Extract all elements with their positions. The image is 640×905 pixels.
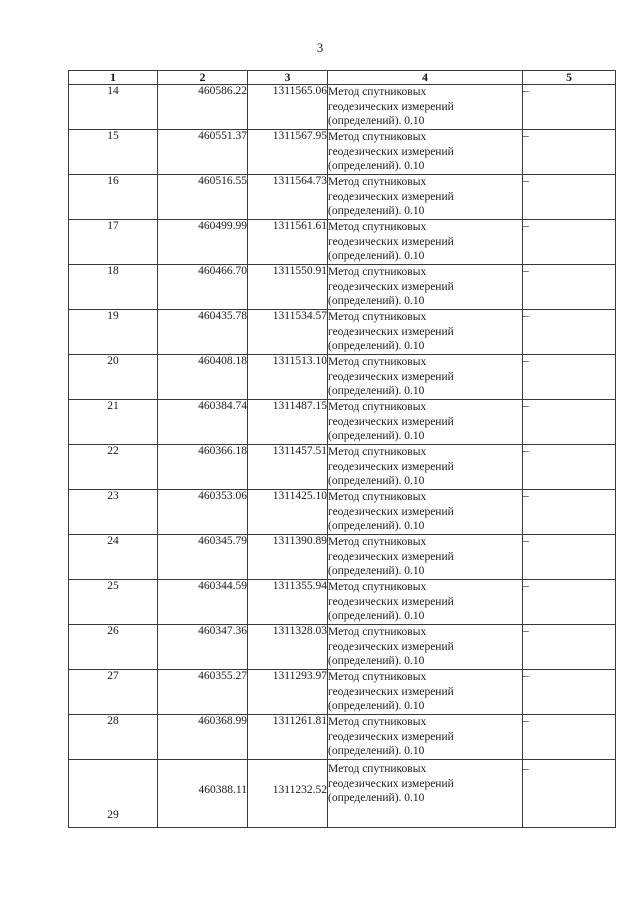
x-coordinate-cell: 460355.27 <box>158 670 248 715</box>
table-row <box>69 490 616 535</box>
method-line: геодезических измерений <box>328 190 454 203</box>
note-cell: – <box>523 715 616 760</box>
y-coordinate-cell: 1311534.57 <box>248 310 328 355</box>
method-line: Метод спутниковых <box>328 671 427 683</box>
note-cell: – <box>523 85 616 130</box>
page-number: 3 <box>316 40 324 55</box>
method-line: Метод спутниковых <box>328 221 427 233</box>
method-line: (определений). 0.10 <box>328 565 425 577</box>
method-line: (определений). 0.10 <box>328 115 425 127</box>
y-coordinate-cell: 1311513.10 <box>248 355 328 400</box>
note-cell: – <box>523 310 616 355</box>
x-coordinate-cell: 460408.18 <box>158 355 248 400</box>
point-number-cell: 20 <box>69 355 158 400</box>
x-coordinate-cell: 460347.36 <box>158 625 248 670</box>
note-cell: – <box>523 670 616 715</box>
method-line: геодезических измерений <box>328 145 454 158</box>
column-header-3: 3 <box>248 71 328 85</box>
point-number-cell: 28 <box>69 715 158 760</box>
method-line: Метод спутниковых <box>328 536 427 548</box>
x-coordinate-cell: 460344.59 <box>158 580 248 625</box>
y-coordinate-cell: 1311232.52 <box>248 760 328 828</box>
x-coordinate-cell: 460353.06 <box>158 490 248 535</box>
point-number-cell: 18 <box>69 265 158 310</box>
point-number-cell: 26 <box>69 625 158 670</box>
table-row <box>69 580 616 625</box>
table-row <box>69 670 616 715</box>
note-cell: – <box>523 130 616 175</box>
y-coordinate-cell: 1311390.89 <box>248 535 328 580</box>
method-line: (определений). 0.10 <box>328 430 425 442</box>
table-row <box>69 310 616 355</box>
note-cell: – <box>523 220 616 265</box>
method-line: (определений). 0.10 <box>328 792 425 804</box>
point-number-cell: 19 <box>69 310 158 355</box>
method-line: Метод спутниковых <box>328 311 427 323</box>
method-line: (определений). 0.10 <box>328 250 425 262</box>
method-cell <box>328 265 523 310</box>
note-cell: – <box>523 445 616 490</box>
method-line: (определений). 0.10 <box>328 205 425 217</box>
table-row <box>69 625 616 670</box>
point-number-cell: 25 <box>69 580 158 625</box>
method-line: Метод спутниковых <box>328 491 427 503</box>
note-cell: – <box>523 535 616 580</box>
table-row <box>69 130 616 175</box>
table-row <box>69 85 616 130</box>
method-line: геодезических измерений <box>328 730 454 743</box>
method-line: (определений). 0.10 <box>328 295 425 307</box>
y-coordinate-cell: 1311561.61 <box>248 220 328 265</box>
x-coordinate-cell: 460368.99 <box>158 715 248 760</box>
x-coordinate-cell: 460466.70 <box>158 265 248 310</box>
method-line: (определений). 0.10 <box>328 340 425 352</box>
table-row <box>69 445 616 490</box>
y-coordinate-cell: 1311355.94 <box>248 580 328 625</box>
x-coordinate-cell: 460499.99 <box>158 220 248 265</box>
method-cell <box>328 670 523 715</box>
method-line: геодезических измерений <box>328 325 454 338</box>
method-line: Метод спутниковых <box>328 763 427 775</box>
method-line: Метод спутниковых <box>328 716 427 728</box>
point-number-cell: 21 <box>69 400 158 445</box>
method-cell <box>328 490 523 535</box>
table-row <box>69 220 616 265</box>
table-row <box>69 265 616 310</box>
point-number-cell: 17 <box>69 220 158 265</box>
method-cell <box>328 220 523 265</box>
method-cell <box>328 355 523 400</box>
y-coordinate-cell: 1311487.15 <box>248 400 328 445</box>
y-coordinate-cell: 1311550.91 <box>248 265 328 310</box>
method-line: (определений). 0.10 <box>328 385 425 397</box>
method-line: геодезических измерений <box>328 640 454 653</box>
method-line: геодезических измерений <box>328 777 454 790</box>
method-line: геодезических измерений <box>328 370 454 383</box>
x-coordinate-cell: 460345.79 <box>158 535 248 580</box>
point-number-cell: 15 <box>69 130 158 175</box>
method-line: Метод спутниковых <box>328 176 427 188</box>
method-line: Метод спутниковых <box>328 401 427 413</box>
table-row <box>69 355 616 400</box>
note-cell: – <box>523 760 616 828</box>
x-coordinate-cell: 460586.22 <box>158 85 248 130</box>
table-row <box>69 535 616 580</box>
method-line: геодезических измерений <box>328 415 454 428</box>
point-number-cell: 23 <box>69 490 158 535</box>
y-coordinate-cell: 1311261.81 <box>248 715 328 760</box>
note-cell: – <box>523 580 616 625</box>
method-cell <box>328 715 523 760</box>
method-cell <box>328 400 523 445</box>
column-header-1: 1 <box>69 71 158 85</box>
note-cell: – <box>523 175 616 220</box>
method-line: геодезических измерений <box>328 280 454 293</box>
point-number-cell: 14 <box>69 85 158 130</box>
table-row <box>69 715 616 760</box>
method-line: геодезических измерений <box>328 505 454 518</box>
point-number-cell: 29 <box>69 760 158 828</box>
y-coordinate-cell: 1311425.10 <box>248 490 328 535</box>
y-coordinate-cell: 1311328.03 <box>248 625 328 670</box>
y-coordinate-cell: 1311565.06 <box>248 85 328 130</box>
method-line: Метод спутниковых <box>328 86 427 98</box>
method-cell <box>328 760 523 828</box>
method-line: Метод спутниковых <box>328 266 427 278</box>
point-number-cell: 27 <box>69 670 158 715</box>
method-line: геодезических измерений <box>328 595 454 608</box>
method-line: Метод спутниковых <box>328 131 427 143</box>
column-header-5: 5 <box>523 71 616 85</box>
method-cell <box>328 175 523 220</box>
note-cell: – <box>523 625 616 670</box>
x-coordinate-cell: 460551.37 <box>158 130 248 175</box>
x-coordinate-cell: 460366.18 <box>158 445 248 490</box>
table-body <box>69 85 616 828</box>
method-cell <box>328 445 523 490</box>
method-line: (определений). 0.10 <box>328 700 425 712</box>
method-cell <box>328 580 523 625</box>
y-coordinate-cell: 1311457.51 <box>248 445 328 490</box>
table-row <box>69 760 616 828</box>
table-row <box>69 400 616 445</box>
method-cell <box>328 85 523 130</box>
method-line: геодезических измерений <box>328 550 454 563</box>
method-cell <box>328 310 523 355</box>
method-line: (определений). 0.10 <box>328 160 425 172</box>
method-cell <box>328 535 523 580</box>
method-cell <box>328 625 523 670</box>
method-line: Метод спутниковых <box>328 446 427 458</box>
method-line: (определений). 0.10 <box>328 475 425 487</box>
y-coordinate-cell: 1311293.97 <box>248 670 328 715</box>
method-line: Метод спутниковых <box>328 356 427 368</box>
coordinates-table <box>68 70 616 828</box>
method-line: (определений). 0.10 <box>328 745 425 757</box>
method-line: геодезических измерений <box>328 460 454 473</box>
y-coordinate-cell: 1311567.95 <box>248 130 328 175</box>
table-row <box>69 175 616 220</box>
x-coordinate-cell: 460435.78 <box>158 310 248 355</box>
method-line: (определений). 0.10 <box>328 655 425 667</box>
point-number-cell: 16 <box>69 175 158 220</box>
column-header-4: 4 <box>328 71 523 85</box>
x-coordinate-cell: 460384.74 <box>158 400 248 445</box>
method-line: Метод спутниковых <box>328 626 427 638</box>
column-header-2: 2 <box>158 71 248 85</box>
note-cell: – <box>523 490 616 535</box>
note-cell: – <box>523 400 616 445</box>
note-cell: – <box>523 265 616 310</box>
method-line: (определений). 0.10 <box>328 610 425 622</box>
note-cell: – <box>523 355 616 400</box>
y-coordinate-cell: 1311564.73 <box>248 175 328 220</box>
method-line: (определений). 0.10 <box>328 520 425 532</box>
x-coordinate-cell: 460516.55 <box>158 175 248 220</box>
method-line: Метод спутниковых <box>328 581 427 593</box>
method-cell <box>328 130 523 175</box>
point-number-cell: 22 <box>69 445 158 490</box>
method-line: геодезических измерений <box>328 235 454 248</box>
method-line: геодезических измерений <box>328 685 454 698</box>
point-number-cell: 24 <box>69 535 158 580</box>
table-header-row <box>69 71 616 85</box>
method-line: геодезических измерений <box>328 100 454 113</box>
x-coordinate-cell: 460388.11 <box>158 760 248 828</box>
